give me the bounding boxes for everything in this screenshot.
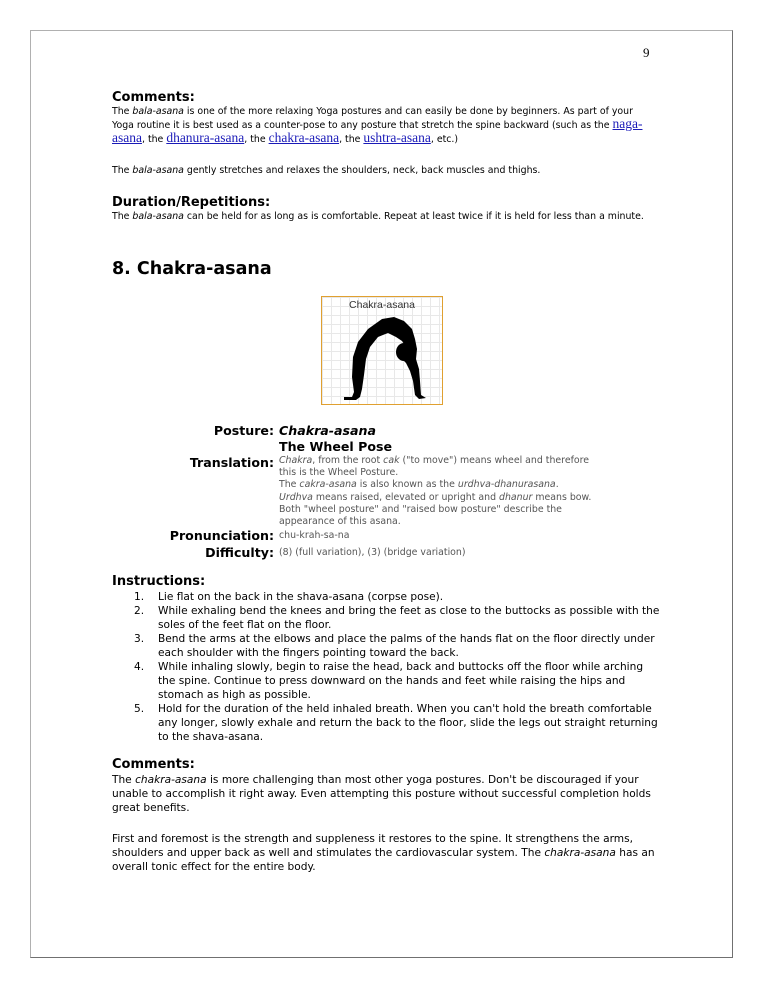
posture-label: Posture: xyxy=(213,423,274,438)
pronunciation-label: Pronunciation: xyxy=(169,528,274,543)
comments-heading-bala: Comments: xyxy=(112,90,195,105)
wheel-pose-silhouette-icon xyxy=(322,297,442,404)
link-chakra-asana[interactable]: chakra-asana xyxy=(268,130,340,145)
instruction-item: 2. While exhaling bend the knees and bring the feet as close to the buttocks as possible with the soles of the feet flat on the floor. xyxy=(134,605,660,631)
link-naga-asana[interactable]: naga-asana xyxy=(112,116,643,145)
instruction-item: 5. Hold for the duration of the held inhaled breath. When you can't hold the breath comfortable any longer, slowly exhale and return the back to the floor, slide the legs out straight returning to the shava-asana. xyxy=(134,703,658,743)
pronunciation-value: chu-krah-sa-na xyxy=(279,530,350,541)
posture-english-name: The Wheel Pose xyxy=(279,439,393,454)
comments-paragraph-bala-1: The bala-asana is one of the more relaxing Yoga postures and can easily be done by beginners. As part of your Yoga routine it is best used as a counter-pose to any posture that stretch the spine backward (such as the naga-asana, the dhanura-asana, the chakra-asana, the ushtra-asana, etc.) xyxy=(112,106,643,145)
duration-heading: Duration/Repetitions: xyxy=(112,195,271,210)
duration-paragraph: The bala-asana can be held for as long as is comfortable. Repeat at least twice if it is held for less than a minute. xyxy=(112,211,644,222)
translation-line-2: The cakra-asana is also known as the urdhva-dhanurasana. xyxy=(279,479,559,491)
instruction-item: 1. Lie flat on the back in the shava-asana (corpse pose). xyxy=(134,591,444,603)
translation-text xyxy=(279,455,597,528)
difficulty-label: Difficulty: xyxy=(205,545,274,560)
instruction-item: 4. While inhaling slowly, begin to raise the head, back and buttocks off the floor while arching the spine. Continue to press downward on the hands and feet while raising the hips and stomach as high as possible. xyxy=(134,661,644,701)
comments-paragraph-chakra-2: First and foremost is the strength and suppleness it restores to the spine. It strengthens the arms, shoulders and upper back as well and stimulates the cardiovascular system. The chakra-asana has an overall tonic effect for the entire body. xyxy=(112,833,655,873)
comments-paragraph-chakra-1: The chakra-asana is more challenging than most other yoga postures. Don't be discouraged if your unable to accomplish it right away. Even attempting this posture without successful completion holds great benefits. xyxy=(112,774,651,814)
posture-name: Chakra-asana xyxy=(279,423,376,438)
difficulty-value: (8) (full variation), (3) (bridge variation) xyxy=(279,547,466,558)
section-title: 8. Chakra-asana xyxy=(112,259,272,279)
figure-caption: Chakra-asana xyxy=(349,299,415,311)
translation-line-3: Urdhva means raised, elevated or upright and dhanur means bow. Both "wheel posture" and "raised bow posture" describe the appearance of this asana. xyxy=(279,491,592,528)
chakra-asana-figure xyxy=(321,296,443,405)
comments-paragraph-bala-2: The bala-asana gently stretches and relaxes the shoulders, neck, back muscles and thighs. xyxy=(112,165,541,176)
instructions-heading: Instructions: xyxy=(112,574,206,589)
instructions-list xyxy=(112,590,660,744)
link-dhanura-asana[interactable]: dhanura-asana xyxy=(166,130,245,145)
translation-label: Translation: xyxy=(189,455,274,470)
comments-heading-chakra: Comments: xyxy=(112,757,195,772)
page-number: 9 xyxy=(643,45,650,60)
link-ushtra-asana[interactable]: ushtra-asana xyxy=(363,130,431,145)
instruction-item: 3. Bend the arms at the elbows and place the palms of the hands flat on the floor directly under each shoulder with the fingers pointing toward the back. xyxy=(134,633,655,659)
translation-line-1: Chakra, from the root cak ("to move") means wheel and therefore this is the Wheel Posture. xyxy=(279,455,590,479)
